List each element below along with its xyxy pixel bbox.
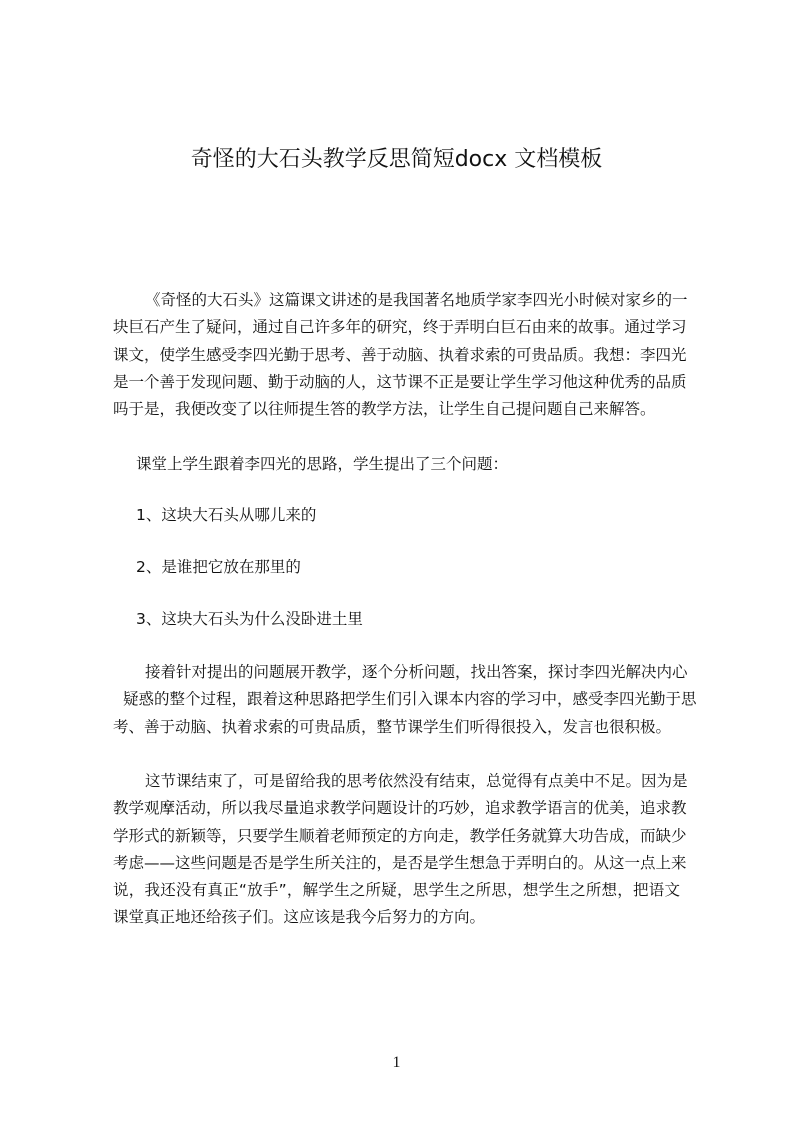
text-line: 是一个善于发现问题、勤于动脑的人，这节课不正是要让学生学习他这种优秀的品质 bbox=[113, 372, 687, 391]
page-number: 1 bbox=[392, 1054, 401, 1071]
text-line: 课文，使学生感受李四光勤于思考、善于动脑、执着求索的可贵品质。我想：李四光 bbox=[113, 345, 687, 364]
question-item-3: 3、这块大石头为什么没卧进土里 bbox=[136, 610, 363, 628]
text-line: 考虑——这些问题是否是学生所关注的，是否是学生想急于弄明白的。从这一点上来 bbox=[113, 853, 687, 872]
text-line: 教学观摩活动，所以我尽量追求教学问题设计的巧妙，追求教学语言的优美，追求教 bbox=[113, 799, 687, 818]
text-line: 吗于是，我便改变了以往师提生答的教学方法，让学生自己提问题自己来解答。 bbox=[113, 400, 656, 419]
paragraph-intro bbox=[113, 287, 688, 423]
text-line: 疑惑的整个过程，跟着这种思路把学生们引入课本内容的学习中，感受李四光勤于思 bbox=[123, 690, 697, 709]
text-line: 这节课结束了，可是留给我的思考依然没有结束，总觉得有点美中不足。因为是 bbox=[145, 772, 688, 790]
text-line: 说，我还没有真正“放手”，解学生之所疑，思学生之所思，想学生之所想，把语文 bbox=[113, 881, 680, 900]
question-item-2: 2、是谁把它放在那里的 bbox=[136, 558, 301, 576]
text-line: 课堂上学生跟着李四光的思路，学生提出了三个问题： bbox=[136, 455, 509, 473]
text-line: 《奇怪的大石头》这篇课文讲述的是我国著名地质学家李四光小时候对家乡的一 bbox=[145, 291, 688, 309]
text-line: 学形式的新颖等，只要学生顺着老师预定的方向走，教学任务就算大功告成，而缺少 bbox=[113, 826, 687, 845]
text-line: 课堂真正地还给孩子们。这应该是我今后努力的方向。 bbox=[113, 908, 486, 927]
paragraph-reflection bbox=[113, 768, 688, 932]
question-item-1: 1、这块大石头从哪儿来的 bbox=[136, 506, 317, 524]
text-line: 考、善于动脑、执着求索的可贵品质，整节课学生们听得很投入，发言也很积极。 bbox=[113, 717, 672, 736]
text-line: 接着针对提出的问题展开教学，逐个分析问题，找出答案，探讨李四光解决内心 bbox=[145, 663, 688, 681]
document-title: 奇怪的大石头教学反思简短docx 文档模板 bbox=[190, 147, 603, 172]
paragraph-teaching bbox=[113, 659, 697, 741]
text-line: 块巨石产生了疑问，通过自己许多年的研究，终于弄明白巨石由来的故事。通过学习 bbox=[113, 318, 687, 337]
paragraph-questions-intro bbox=[113, 451, 680, 478]
